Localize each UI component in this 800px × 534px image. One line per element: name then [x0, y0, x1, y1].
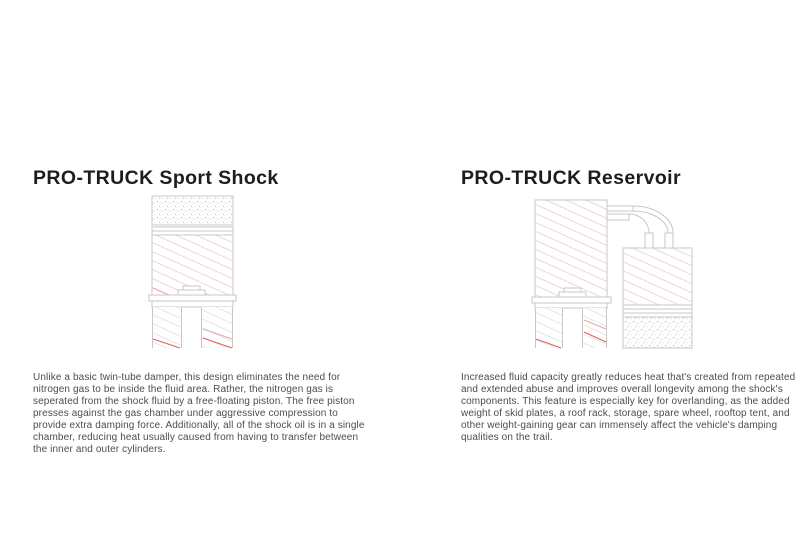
piston-plate-outer	[149, 295, 236, 301]
lower-body-left	[535, 308, 562, 348]
sport-shock-title: PRO-TRUCK Sport Shock	[33, 167, 279, 190]
reservoir-cross-section	[528, 192, 700, 352]
reservoir-inlet-stub	[665, 233, 673, 248]
tube-inner-wall	[629, 214, 649, 233]
lower-body-right	[202, 307, 233, 348]
gas-chamber	[152, 196, 233, 225]
sport-shock-cross-section	[140, 192, 250, 352]
main-fluid-chamber	[535, 200, 607, 297]
reservoir-diagram	[528, 192, 700, 352]
lower-body-left	[152, 307, 181, 348]
reservoir-title: PRO-TRUCK Reservoir	[461, 167, 681, 190]
tube-fitting-upper	[607, 206, 633, 211]
piston-plate-inner	[535, 303, 607, 308]
piston-head-base	[559, 292, 586, 297]
reservoir-description: Increased fluid capacity greatly reduces heat that's created from repeated and extended abuse and improves overall longevity among the shock's components. This feature is especially key for overlanding, as the added weight of skid plates, a roof rack, storage, spare wheel, rooftop tent, and other weight-gaining gear can immensely affect the vehicle's damping qualities on the trail.	[461, 372, 796, 443]
reservoir-fluid-chamber	[623, 248, 692, 305]
reservoir-gas-chamber	[623, 317, 692, 348]
sport-shock-diagram	[140, 192, 250, 352]
piston-head-base	[178, 290, 205, 295]
tube-mid-wall	[633, 211, 668, 233]
tube-fitting-lower	[607, 214, 629, 220]
piston-plate-outer	[532, 297, 611, 303]
piston-head-top	[564, 288, 581, 292]
piston-head-top	[183, 286, 200, 290]
reservoir-inlet-stub	[645, 233, 653, 248]
sport-shock-description: Unlike a basic twin-tube damper, this design eliminates the need for nitrogen gas to be inside the fluid area. Rather, the nitrogen gas is seperated from the shock fluid by a free-floating piston. The free piston presses against the gas chamber under aggressive compression to provide extra damping force. Additionally, all of the shock oil is in a single chamber, reducing heat usually caused from having to transfer between the inner and outer cylinders.	[33, 372, 365, 455]
reservoir-floating-piston	[623, 305, 692, 317]
piston-plate-inner	[152, 301, 233, 307]
